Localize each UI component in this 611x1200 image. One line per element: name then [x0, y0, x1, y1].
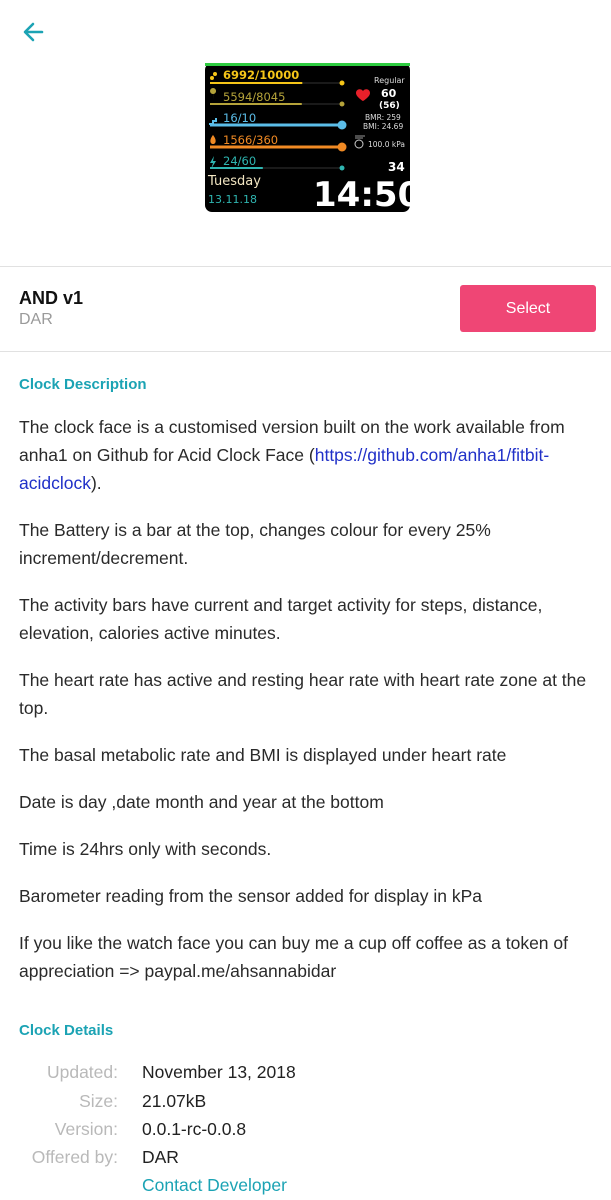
hr-zone-text: Regular	[374, 76, 405, 85]
heart-rate-text: 60	[381, 87, 397, 100]
description-paragraph: The activity bars have current and target activity for steps, distance, elevation, calories active minutes.	[19, 595, 543, 643]
time-text: 14:50	[313, 175, 422, 215]
calories-text: 1566/360	[223, 133, 279, 147]
description-paragraph: Time is 24hrs only with seconds.	[19, 839, 272, 859]
developer-name: DAR	[19, 311, 53, 328]
updated-value: November 13, 2018	[142, 1062, 296, 1082]
detail-row-version	[0, 1119, 611, 1147]
distance-text: 5594/8045	[223, 90, 286, 104]
clock-description	[19, 413, 599, 1004]
updated-label: Updated:	[46, 1062, 118, 1082]
steps-bar-dot	[340, 81, 345, 86]
battery-bar	[205, 63, 410, 66]
header-bottom-divider	[0, 351, 611, 352]
resting-hr-text: (56)	[379, 101, 400, 111]
description-paragraph: Barometer reading from the sensor added for display in kPa	[19, 886, 483, 906]
select-button[interactable]: Select	[460, 285, 596, 332]
version-label: Version:	[54, 1119, 118, 1139]
heart-icon	[356, 89, 370, 101]
version-value: 0.0.1-rc-0.0.8	[142, 1119, 247, 1139]
back-arrow-icon[interactable]	[20, 18, 48, 46]
size-value: 21.07kB	[142, 1091, 207, 1111]
barometer-icon	[355, 136, 365, 148]
app-name: AND v1	[19, 288, 84, 308]
active-minutes-text: 24/60	[223, 154, 257, 168]
calories-bar-dot	[338, 143, 347, 152]
distance-icon	[210, 88, 216, 100]
github-link[interactable]: https://github.com/anha1/fitbit-acidclock	[19, 445, 550, 493]
detail-row-size	[0, 1091, 611, 1119]
description-paragraph: The Battery is a bar at the top, changes colour for every 25% increment/decrement.	[19, 520, 491, 568]
contact-developer-link[interactable]: Contact Developer	[142, 1175, 287, 1195]
clock-details-title: Clock Details	[19, 1022, 114, 1039]
description-paragraph: If you like the watch face you can buy me a cup off coffee as a token of appreciation => paypal.me/ahsannabidar	[19, 933, 568, 981]
description-paragraph: The heart rate has active and resting hear rate with heart rate zone at the top.	[19, 670, 587, 718]
description-paragraph: Date is day ,date month and year at the bottom	[19, 792, 384, 812]
floors-icon	[209, 118, 216, 124]
pressure-text: 100.0 kPa	[368, 140, 405, 149]
detail-row-updated	[0, 1062, 611, 1090]
steps-text: 6992/10000	[223, 68, 300, 82]
bmi-text: BMI: 24.69	[363, 122, 404, 131]
description-paragraph: The basal metabolic rate and BMI is displayed under heart rate	[19, 745, 507, 765]
bmr-text: BMR: 259	[365, 113, 401, 122]
active-minutes-bar-dot	[340, 166, 345, 171]
offered-by-value: DAR	[142, 1147, 179, 1167]
clock-preview-area	[0, 0, 611, 266]
description-paragraph: The clock face is a customised version built on the work available from anha1 on Github for Acid Clock Face (https://github.com/anha1/fitbit-acidclock).	[19, 417, 565, 493]
watch-face-preview	[205, 63, 422, 215]
calories-icon	[210, 135, 215, 144]
distance-bar-dot	[340, 102, 345, 107]
day-text: Tuesday	[208, 174, 261, 189]
floors-bar-dot	[338, 121, 347, 130]
header-top-divider	[0, 266, 611, 267]
clock-description-title: Clock Description	[19, 376, 147, 393]
detail-row-offered-by	[0, 1147, 611, 1175]
seconds-text: 34	[388, 160, 405, 174]
size-label: Size:	[79, 1091, 118, 1111]
steps-icon	[210, 72, 217, 80]
offered-by-label: Offered by:	[31, 1147, 118, 1167]
date-text: 13.11.18	[208, 193, 257, 206]
floors-text: 16/10	[223, 111, 257, 125]
